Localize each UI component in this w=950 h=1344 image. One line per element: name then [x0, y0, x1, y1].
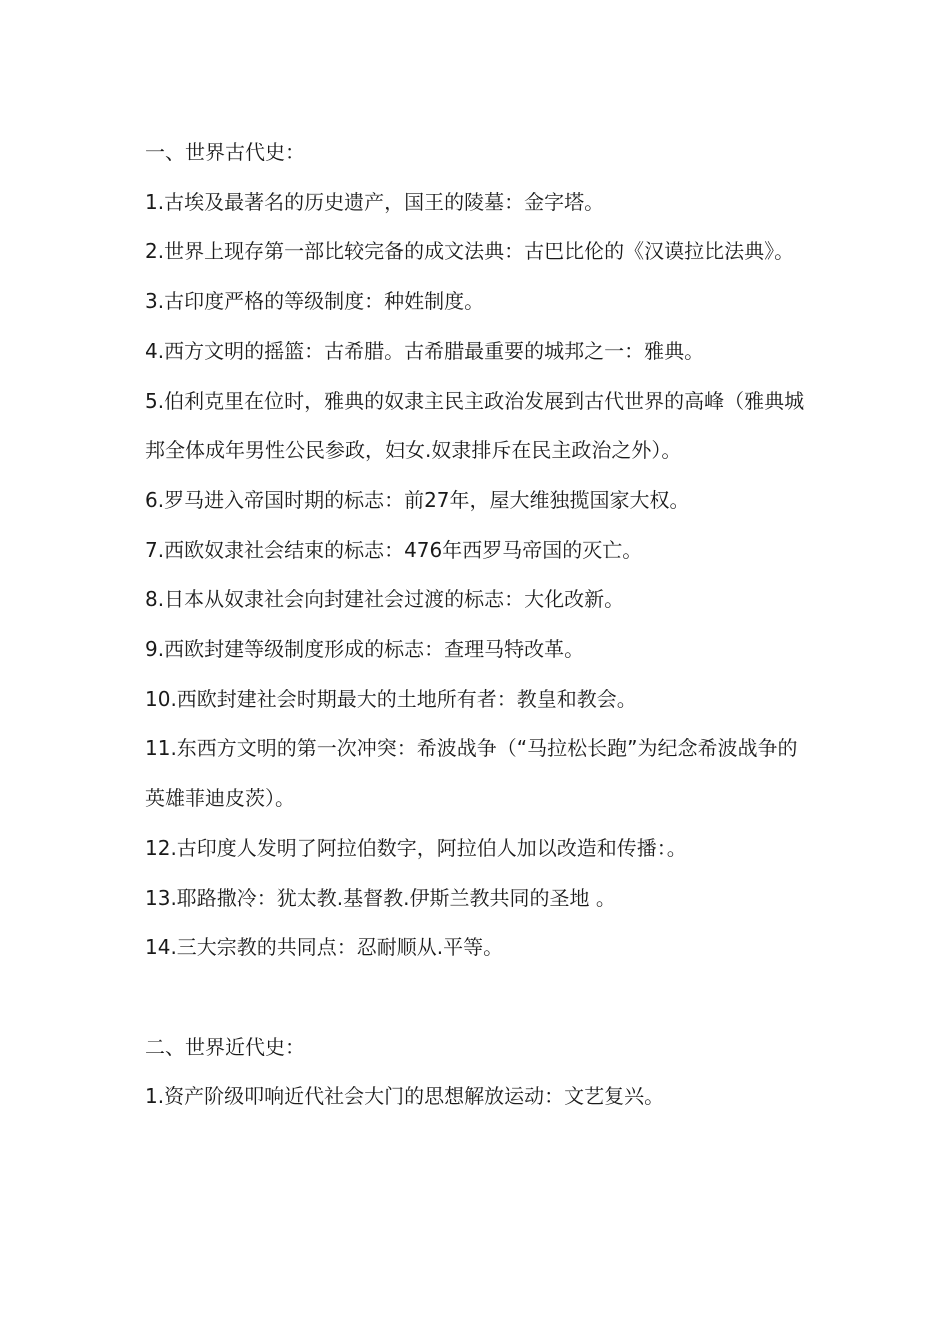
list-item: 7.西欧奴隶社会结束的标志：476年西罗马帝国的灭亡。: [145, 537, 643, 562]
list-item: 11.东西方文明的第一次冲突：希波战争（“马拉松长跑”为纪念希波战争的英雄菲迪皮茨）。: [145, 736, 798, 811]
section-heading-modern: 二、世界近代史：: [145, 1034, 305, 1059]
list-item: 5.伯利克里在位时，雅典的奴隶主民主政治发展到古代世界的高峰（雅典城邦全体成年男性公民参政，妇女.奴隶排斥在民主政治之外）。: [145, 388, 805, 463]
section-spacer: [145, 973, 810, 1023]
list-item: 6.罗马进入帝国时期的标志：前27年，屋大维独揽国家大权。: [145, 487, 690, 512]
list-item: 14.三大宗教的共同点：忍耐顺从.平等。: [145, 935, 504, 960]
list-item: 12.古印度人发明了阿拉伯数字，阿拉伯人加以改造和传播：。: [145, 835, 687, 860]
list-item: 8.日本从奴隶社会向封建社会过渡的标志：大化改新。: [145, 587, 625, 612]
document-body: [145, 128, 810, 1122]
list-item: 4.西方文明的摇篮：古希腊。古希腊最重要的城邦之一：雅典。: [145, 338, 705, 363]
list-item: 1.资产阶级叩响近代社会大门的思想解放运动：文艺复兴。: [145, 1084, 665, 1109]
section-heading-ancient: 一、世界古代史：: [145, 140, 305, 164]
list-item: 3.古印度严格的等级制度：种姓制度。: [145, 289, 485, 314]
list-item: 1.古埃及最著名的历史遗产，国王的陵墓：金字塔。: [145, 189, 605, 214]
list-item: 13.耶路撒冷：犹太教.基督教.伊斯兰教共同的圣地 。: [145, 885, 616, 910]
list-item: 9.西欧封建等级制度形成的标志：查理马特改革。: [145, 637, 585, 662]
list-item: 2.世界上现存第一部比较完备的成文法典：古巴比伦的《汉谟拉比法典》。: [145, 239, 795, 264]
list-item: 10.西欧封建社会时期最大的土地所有者：教皇和教会。: [145, 686, 637, 711]
